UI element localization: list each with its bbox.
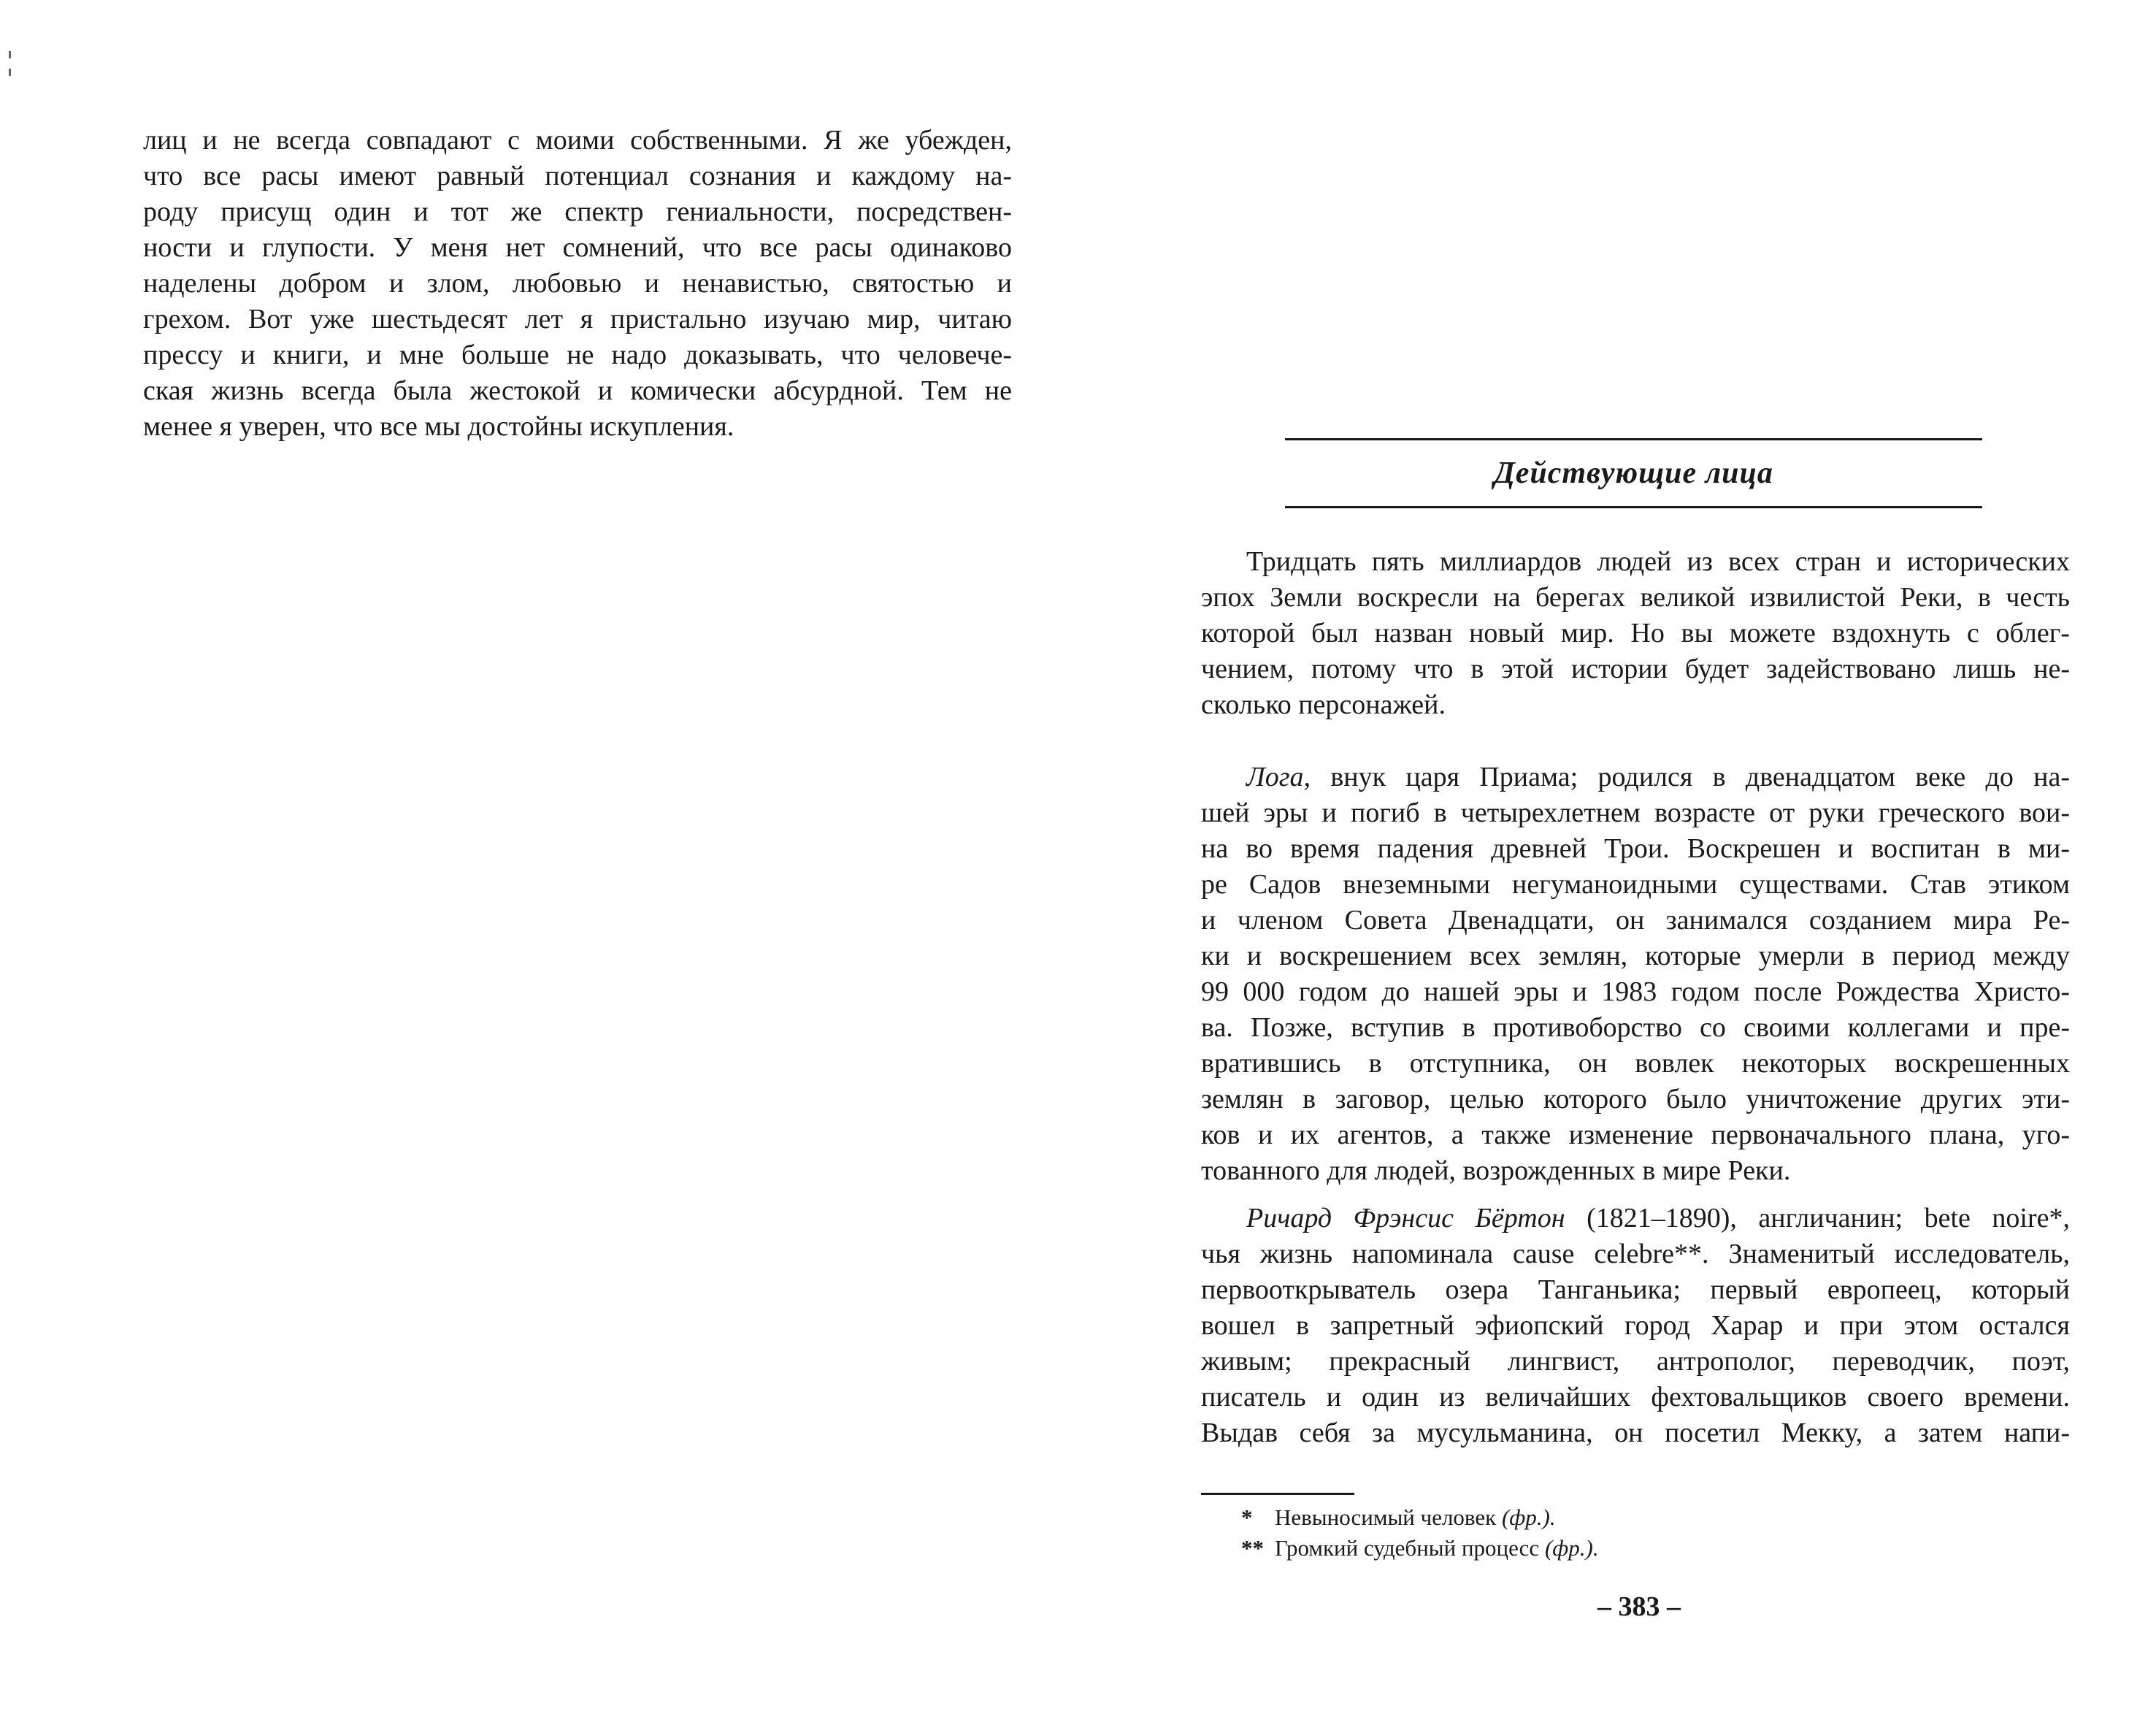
text-line: наделены добром и злом, любовью и ненавистью, святостью и — [143, 268, 1012, 299]
character-name: Лога, — [1246, 762, 1311, 792]
text-line: Выдав себя за мусульманина, он посетил Мекку, а затем напи- — [1201, 1418, 2070, 1448]
footnote-separator — [1201, 1493, 1354, 1495]
footnote — [1241, 1533, 1898, 1564]
text-line: вратившись в отступника, он вовлек некоторых воскрешенных — [1201, 1048, 2070, 1079]
character-entry-loga — [1201, 760, 2070, 1189]
text-line: первооткрыватель озера Танганьика; первый европеец, который — [1201, 1274, 2070, 1305]
text-line: землян в заговор, целью которого было уничтожение других эти- — [1201, 1084, 2070, 1114]
text-line: роду присущ один и тот же спектр гениальности, посредствен- — [143, 196, 1012, 227]
text-line: ки и воскрешением всех землян, которые умерли в период между — [1201, 941, 2070, 971]
text-line: Тридцать пять миллиардов людей из всех стран и исторических — [1246, 546, 2070, 577]
text-line: ва. Позже, вступив в противоборство со своими коллегами и пре- — [1201, 1012, 2070, 1043]
text-line: шей эры и погиб в четырехлетнем возрасте от руки греческого вои- — [1201, 798, 2070, 828]
footnote-mark: * — [1241, 1504, 1253, 1530]
entry-text: внук царя Приама; родился в двенадцатом веке до на- — [1311, 762, 2070, 792]
footnote-lang: (фр.). — [1501, 1504, 1556, 1530]
heading-bottom-rule — [1285, 506, 1982, 508]
character-entry-burton — [1201, 1201, 2070, 1451]
text-line: чением, потому что в этой истории будет задействовано лишь не- — [1201, 654, 2070, 684]
text-line: ков и их агентов, а также изменение первоначального плана, уго- — [1201, 1120, 2070, 1150]
text-line: ре Садов внеземными негуманоидными существами. Став этиком — [1201, 869, 2070, 900]
text-line: писатель и один из величайших фехтовальщиков своего времени. — [1201, 1382, 2070, 1412]
page-number: – 383 – — [1597, 1591, 1681, 1622]
text-line: сколько персонажей. — [1201, 689, 1446, 720]
footnote — [1241, 1502, 1898, 1533]
text-line: живым; прекрасный лингвист, антрополог, переводчик, поэт, — [1201, 1346, 2070, 1377]
text-line — [1201, 760, 2070, 795]
entry-text: (1821–1890), англичанин; bete noire*, — [1565, 1203, 2070, 1233]
text-line: и членом Совета Двенадцати, он занимался созданием мира Ре- — [1201, 905, 2070, 936]
text-line: грехом. Вот уже шестьдесят лет я пристально изучаю мир, читаю — [143, 304, 1012, 334]
text-line: которой был назван новый мир. Но вы можете вздохнуть с облег- — [1201, 618, 2070, 649]
text-line — [1201, 1201, 2070, 1236]
footnote-lang: (фр.). — [1544, 1535, 1599, 1561]
scan-edge-marks — [9, 51, 12, 95]
text-line: менее я уверен, что все мы достойны искупления. — [143, 411, 734, 442]
text-line: на во время падения древней Трои. Воскрешен и воспитан в ми- — [1201, 833, 2070, 864]
text-line: ская жизнь всегда была жестокой и комически абсурдной. Тем не — [143, 375, 1012, 406]
left-page-text — [143, 123, 1012, 445]
character-name: Ричард Фрэнсис Бёртон — [1246, 1203, 1565, 1233]
footnote-text: Невыносимый человек — [1275, 1504, 1502, 1530]
text-line: лиц и не всегда совпадают с моими собственными. Я же убежден, — [143, 125, 1012, 156]
right-page-text — [1201, 544, 2070, 1451]
footnote-mark: ** — [1241, 1535, 1264, 1561]
intro-paragraph — [1201, 544, 2070, 723]
text-line: что все расы имеют равный потенциал сознания и каждому на- — [143, 161, 1012, 191]
text-line: тованного для людей, возрожденных в мире Реки. — [1201, 1155, 1791, 1186]
footnotes — [1241, 1502, 1898, 1564]
section-heading: Действующие лица — [1494, 456, 1773, 490]
section-heading-block — [1285, 438, 1982, 508]
text-line: прессу и книги, и мне больше не надо доказывать, что человече- — [143, 340, 1012, 370]
text-line: эпох Земли воскресли на берегах великой извилистой Реки, в честь — [1201, 582, 2070, 613]
text-line: ности и глупости. У меня нет сомнений, что все расы одинаково — [143, 232, 1012, 263]
text-line: чья жизнь напоминала cause celebre**. Знаменитый исследователь, — [1201, 1239, 2070, 1269]
text-line: вошел в запретный эфиопский город Харар и при этом остался — [1201, 1310, 2070, 1341]
footnote-text: Громкий судебный процесс — [1275, 1535, 1545, 1561]
text-line: 99 000 годом до нашей эры и 1983 годом после Рождества Христо- — [1201, 976, 2070, 1007]
